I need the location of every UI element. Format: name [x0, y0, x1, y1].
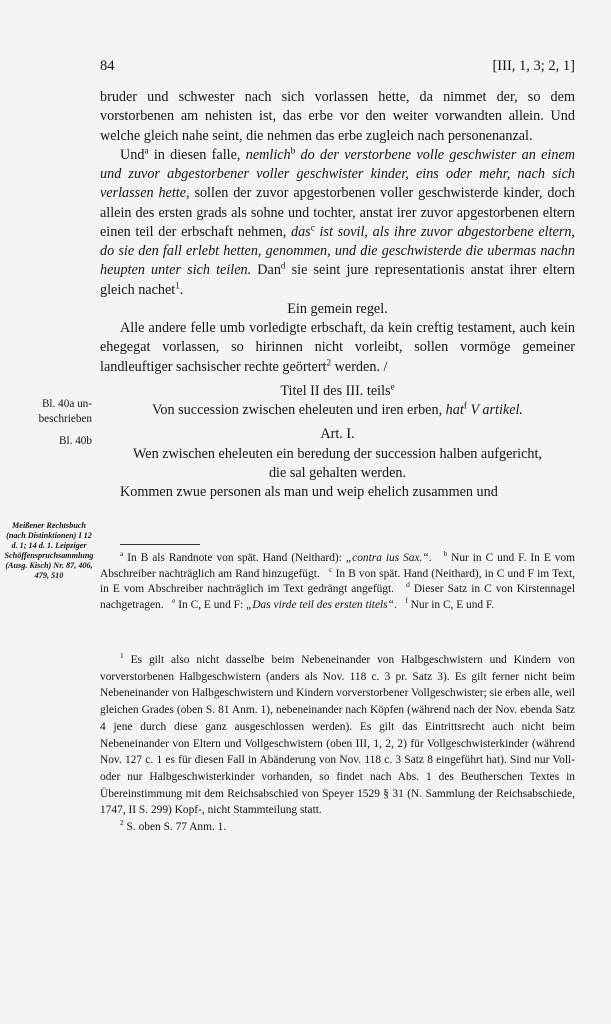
note-mark-b: b — [290, 145, 296, 156]
footnote-ref-1: 1 — [175, 279, 180, 290]
note-mark-f: f — [463, 400, 467, 411]
footnote-rule — [120, 544, 200, 545]
note-mark-a: a — [144, 145, 149, 156]
page-number: 84 — [100, 58, 115, 74]
footnote-2: $^2$ S. oben S. 77 Anm. 1. — [120, 818, 227, 834]
footnote-1: $^1$ Es gilt also nicht dasselbe beim Nebeneinander von Halbgeschwistern und Kindern von vorverstorbenen Halbgeschwistern (anders als Nov. 118 c. 3 pr. Satz 3). Es gilt ferner nicht beim Nebeneinander von Halbgeschwistern und Kindern vorverstorbener Vollgeschwister; sie erben alle, weil gleichen Grades (oben S. 81 Anm. 1), nebeneinander nach Köpfen (während nach der Nov. ebenda Satz 4 jene durch diese ganz ausgeschlossen werden). Es gilt das Eintrittsrecht auch nicht beim Nebeneinander von Eltern und Vollgeschwistern (oben III, 1, 2, 2) für Vollgeschwisterkinder (während Nov. 127 c. 1 es für diesen Fall in Abänderung von Nov. 118 c. 3 Satz 8 eingeführt hat). Sind nur Voll- oder nur Halbgeschwisterkinder vorhanden, so findet nach Abs. 1 des Beutherschen Textes in Übereinstimmung mit dem Reichsabschied von Speyer 1529 § 31 (N. Sammlung der Reichsabschiede, 1747, II S. 299) Kopf-, nicht Stammteilung statt. — [100, 651, 575, 817]
margin-source-note: Meißener Rechtsbuch (nach Distinktionen) I 12 d. 1; 14 d. 1. Leipziger Schöffenspruchsammlung (Ausg. Kisch) Nr. 87, 406, 479, 510 — [4, 521, 94, 580]
article-text: Kommen zwue personen als man und weip ehelich zusammen und — [120, 484, 498, 500]
margin-folio-40b: Bl. 40b — [59, 435, 92, 447]
note-mark-e: e — [390, 381, 395, 392]
note-f-mark: f — [405, 595, 408, 605]
footnotes — [100, 652, 575, 836]
note-mark-d: d — [280, 260, 286, 271]
note-b-mark: b — [443, 549, 448, 559]
rule-heading: Ein gemein regel. — [287, 300, 388, 317]
title-heading: Titel II des III. teils$^e$ — [280, 381, 395, 399]
paragraph-representation: Und$^a$ in diesen falle, nemlich$^b$ do der verstorbene volle geschwister an einem und zuvor abgestorbener voller geschwister kinder, eins oder mehr, nach sich verlassen hette, sollen der zuvor apgestorbenen voller geschwisterde kinder, doch allein des ersten grads als sohne und tochter, anstat irer zuvor apgestorbenen eltern einen teil der erbschaft nehmen, das$^c$ ist sovil, als ihre zuvor abgestorbene eltern, do sie den fall erlebt hetten, genommen, und die geschwisterde die ubermas nachn heupten unter sich teilen. Dan$^d$ sie seint jure representationis anstat ihrer eltern gleich nachet$^1$. — [100, 145, 576, 298]
article-heading: Art. I. — [320, 426, 355, 443]
article-title: Wen zwischen eheleuten ein beredung der succession halben aufgericht, die sal gehalten werden. — [133, 445, 542, 481]
footnote-ref-2: 2 — [326, 356, 332, 367]
note-d-mark: d — [406, 580, 410, 590]
paragraph-general-rule: Alle andere felle umb vorledigte erbschaft, da kein creftig testament, auch kein ehegegat vorlassen, so hirinnen nicht vorleibt, sollen vormöge gemeiner landleuftiger sachsischer rechte geörtert$^2$ werden. / — [100, 320, 575, 375]
note-mark-c: c — [310, 222, 315, 233]
note-a-mark: a — [120, 549, 124, 559]
paragraph-continuation: bruder und schwester nach sich vorlassen hette, da nimmet der, so dem vorstorbenen am nehisten ist, das erbe vor den weiter vorwandten allein. Und welche gleich nahe seint, die nehmen das erbe zugleich nach personenanzal. — [100, 89, 575, 144]
main-text — [100, 88, 575, 502]
note-e-mark: e — [172, 595, 176, 605]
running-header — [100, 58, 575, 78]
section-reference: [III, 1, 3; 2, 1] — [492, 58, 575, 74]
text-critical-notes: $^a$ In B als Randnote von spät. Hand (Neithard): „contra ius Sax.“. $^b$ Nur in C und F. In E vom Abschreiber nachträglich am Rand hinzugefügt. $^c$ In B von spät. Hand (Neithard), in C und F im Text, in E vom Abschreiber nachträglich im Text gedrängt angefügt. $^d$ Dieser Satz in C von Kirstennagel nachgetragen. $^e$ In C, E und F: „Das virde teil des ersten titels“. $^f$ Nur in C, E und F. — [100, 549, 576, 611]
margin-folio-40a: Bl. 40a un- beschrieben — [38, 398, 92, 425]
note-c-mark: c — [329, 564, 333, 574]
title-subheading: Von succession zwischen eheleuten und iren erben, hat$^f$ V artikel. — [152, 400, 523, 418]
